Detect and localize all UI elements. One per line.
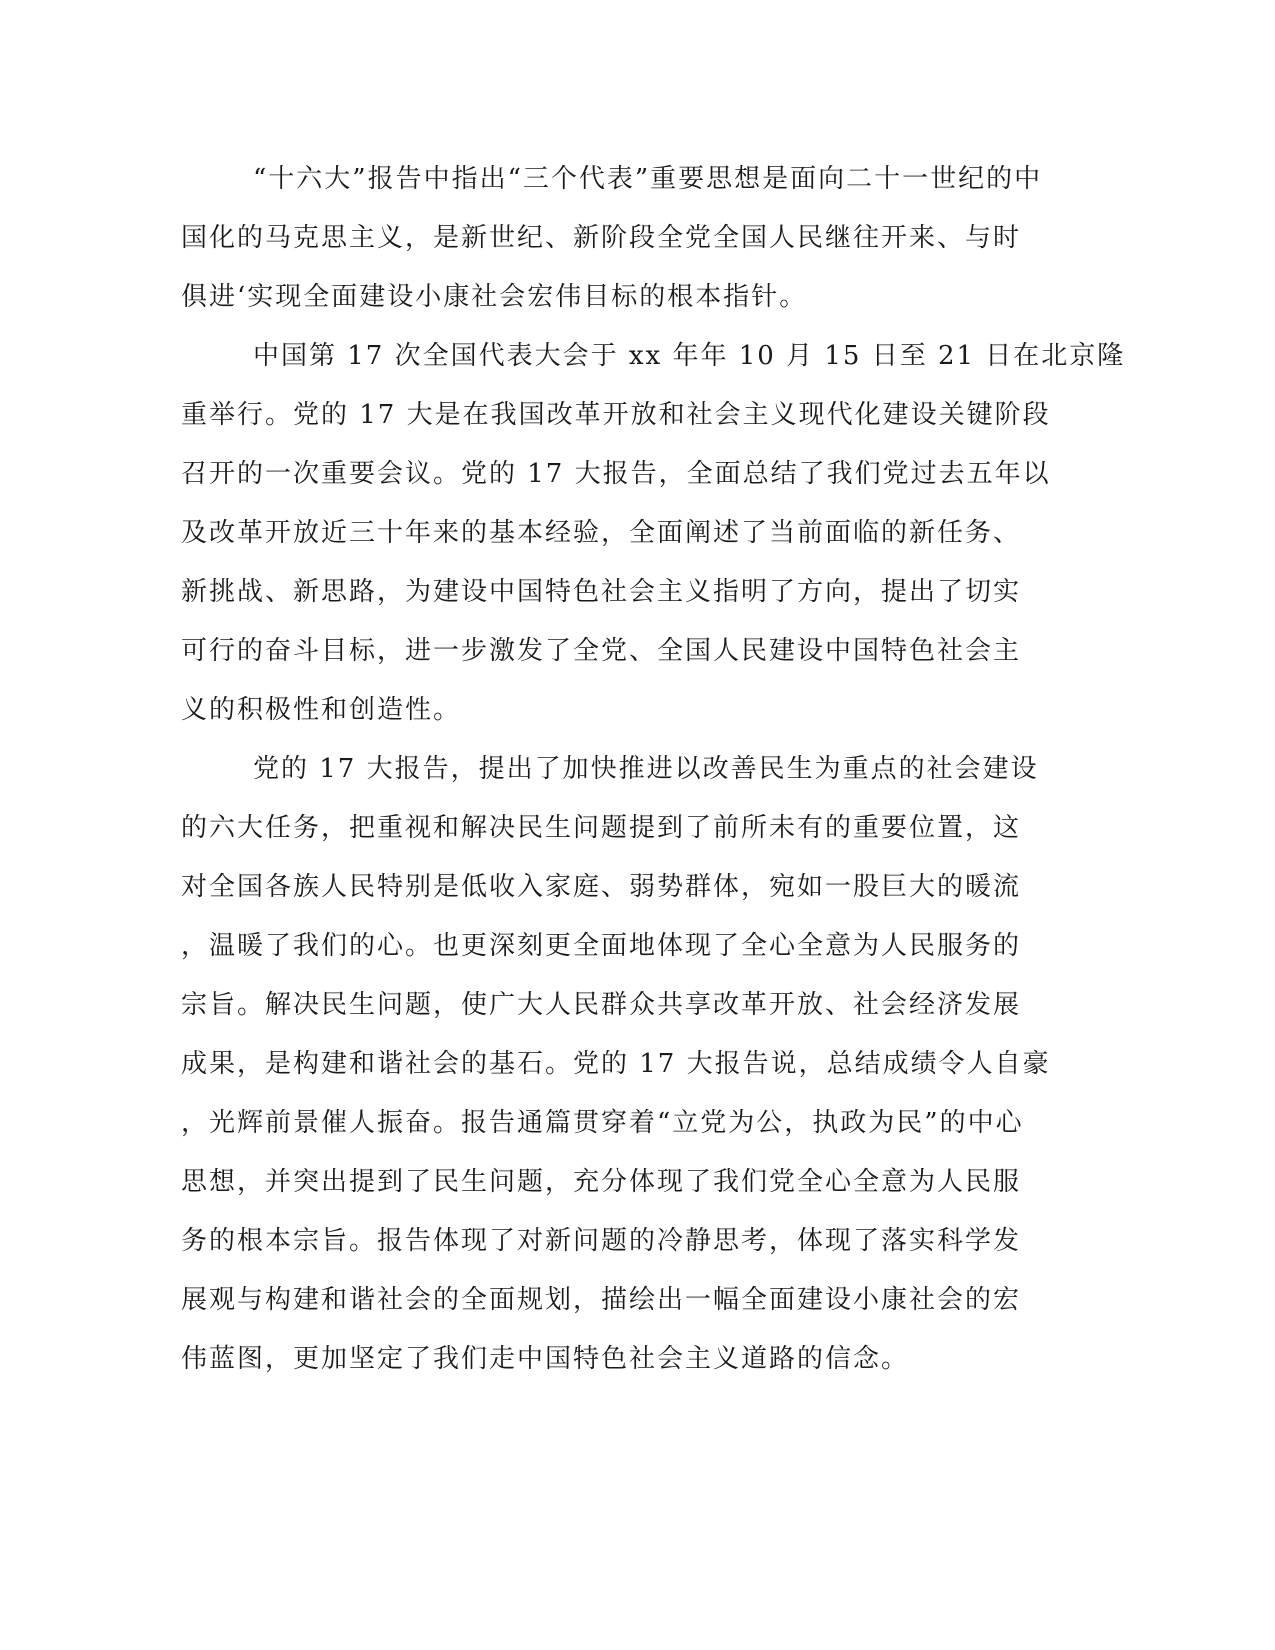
paragraph-2-line-6: 可行的奋斗目标，进一步激发了全党、全国人民建设中国特色社会主 bbox=[181, 636, 1022, 666]
paragraph-2-line-5: 新挑战、新思路，为建设中国特色社会主义指明了方向，提出了切实 bbox=[181, 577, 1022, 607]
paragraph-2-line-2: 重举行。党的 17 大是在我国改革开放和社会主义现代化建设关键阶段 bbox=[181, 400, 1051, 430]
paragraph-1-line-3: 俱进‘实现全面建设小康社会宏伟目标的根本指针。 bbox=[181, 282, 808, 312]
document-body bbox=[181, 150, 1126, 1389]
paragraph-3-line-10: 展观与构建和谐社会的全面规划，描绘出一幅全面建设小康社会的宏 bbox=[181, 1285, 1022, 1315]
paragraph-2-line-4: 及改革开放近三十年来的基本经验，全面阐述了当前面临的新任务、 bbox=[181, 518, 1022, 548]
paragraph-3-line-5: 宗旨。解决民生问题，使广大人民群众共享改革开放、社会经济发展 bbox=[181, 990, 1022, 1020]
paragraph-3-line-1: 党的 17 大报告，提出了加快推进以改善民生为重点的社会建设 bbox=[253, 754, 1039, 784]
paragraph-3-line-7: ，光辉前景催人振奋。报告通篇贯穿着“立党为公，执政为民”的中心 bbox=[181, 1108, 1024, 1138]
paragraph-3-line-4: ，温暖了我们的心。也更深刻更全面地体现了全心全意为人民服务的 bbox=[181, 931, 1022, 961]
paragraph-3-line-8: 思想，并突出提到了民生问题，充分体现了我们党全心全意为人民服 bbox=[181, 1167, 1022, 1197]
paragraph-3-line-2: 的六大任务，把重视和解决民生问题提到了前所未有的重要位置，这 bbox=[181, 813, 1022, 843]
paragraph-1-line-1: “十六大”报告中指出“三个代表”重要思想是面向二十一世纪的中 bbox=[253, 164, 1043, 194]
paragraph-3-line-9: 务的根本宗旨。报告体现了对新问题的冷静思考，体现了落实科学发 bbox=[181, 1226, 1022, 1256]
paragraph-3-line-3: 对全国各族人民特别是低收入家庭、弱势群体，宛如一股巨大的暖流 bbox=[181, 872, 1022, 902]
paragraph-2-line-7: 义的积极性和创造性。 bbox=[181, 695, 462, 725]
paragraph-3-line-6: 成果，是构建和谐社会的基石。党的 17 大报告说，总结成绩令人自豪 bbox=[181, 1049, 1051, 1079]
paragraph-1-line-2: 国化的马克思主义，是新世纪、新阶段全党全国人民继往开来、与时 bbox=[181, 223, 1022, 253]
paragraph-2-line-1: 中国第 17 次全国代表大会于 xx 年年 10 月 15 日至 21 日在北京隆 bbox=[253, 341, 1126, 371]
paragraph-3-line-11: 伟蓝图，更加坚定了我们走中国特色社会主义道路的信念。 bbox=[181, 1344, 910, 1374]
paragraph-2-line-3: 召开的一次重要会议。党的 17 大报告，全面总结了我们党过去五年以 bbox=[181, 459, 1051, 489]
